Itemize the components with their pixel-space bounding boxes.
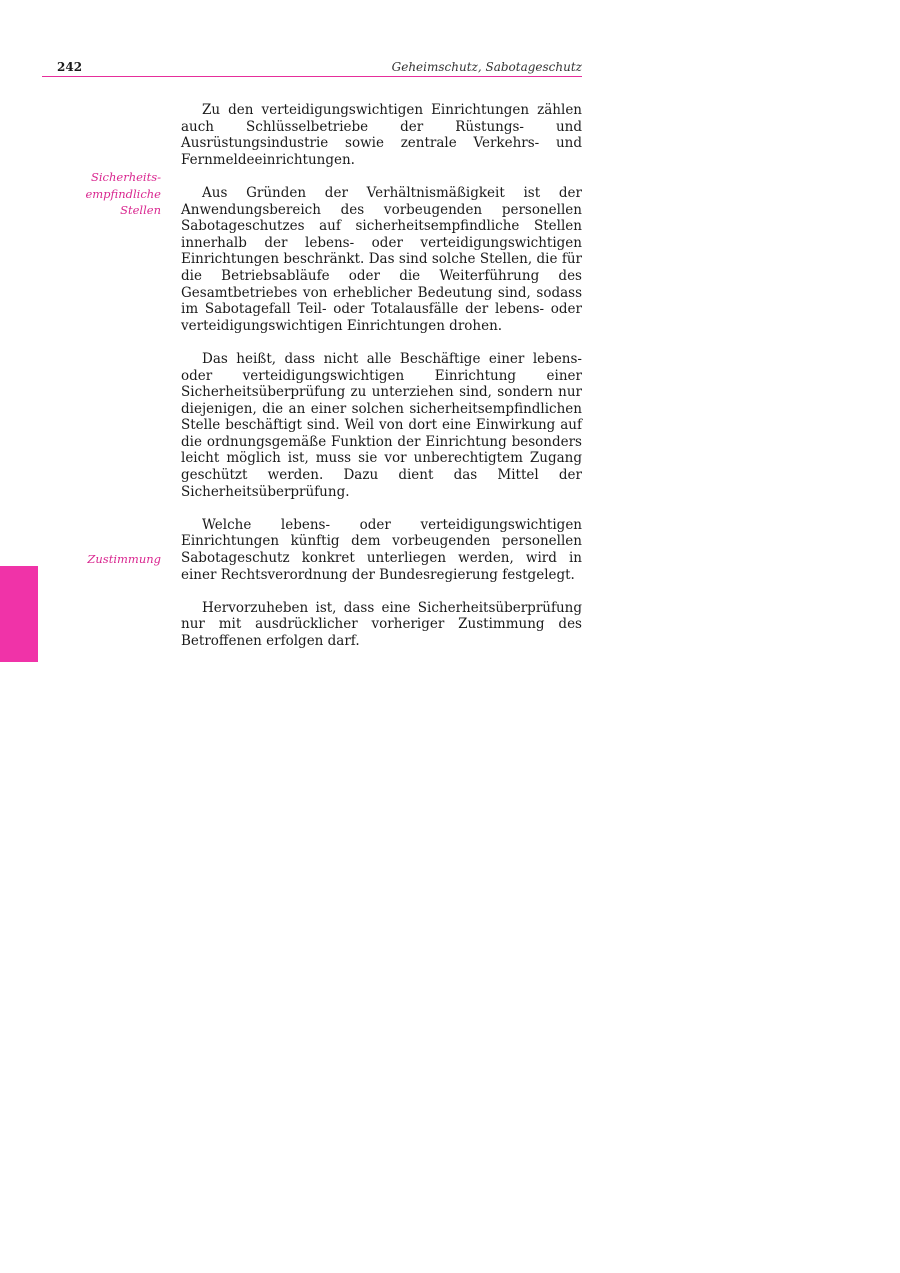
paragraph: Das heißt, dass nicht alle Beschäftige einer lebens- oder verteidigungswichtigen Einrichtung einer Sicherheitsüberprüfung zu unterziehen sind, sondern nur diejenigen, die an einer solchen sicherheitsempfindlichen Stelle beschäftigt sind. Weil von dort eine Einwirkung auf die ordnungsgemäße Funktion der Einrichtung besonders leicht möglich ist, muss sie vor unberechtigtem Zugang geschützt werden. Dazu dient das Mittel der Sicherheitsüberprüfung. — [181, 350, 582, 500]
main-text — [181, 102, 582, 666]
margin-note-line: Stellen — [120, 203, 161, 218]
chapter-thumb-tab — [0, 566, 38, 662]
paragraph: Welche lebens- oder verteidigungswichtigen Einrichtungen künftig dem vorbeugenden personellen Sabotageschutz konkret unterliegen werden, wird in einer Rechtsverordnung der Bundesregierung festgelegt. — [181, 516, 582, 583]
page-number: 242 — [57, 60, 83, 74]
paragraph: Hervorzuheben ist, dass eine Sicherheitsüberprüfung nur mit ausdrücklicher vorheriger Zustimmung des Betroffenen erfolgen darf. — [181, 599, 582, 649]
running-head: Geheimschutz, Sabotageschutz — [391, 60, 582, 74]
margin-note-sicherheitsempfindliche-stellen — [71, 169, 161, 219]
page-header — [42, 58, 582, 77]
margin-note-line: Sicherheits- — [90, 170, 161, 184]
paragraph: Zu den verteidigungswichtigen Einrichtungen zählen auch Schlüsselbetriebe der Rüstungs- und Ausrüstungsindustrie sowie zentrale Verkehrs- und Fernmeldeeinrichtungen. — [181, 102, 582, 168]
paragraph: Aus Gründen der Verhältnismäßigkeit ist der Anwendungsbereich des vorbeugenden personellen Sabotageschutzes auf sicherheitsempfindliche Stellen innerhalb der lebens- oder verteidigungswichtigen Einrichtungen beschränkt. Das sind solche Stellen, die für die Betriebsabläufe oder die Weiterführung des Gesamtbetriebes von erheblicher Bedeutung sind, sodass im Sabotagefall Teil- oder Totalausfälle der lebens- oder verteidigungswichtigen Einrichtungen drohen. — [181, 184, 582, 334]
margin-note-zustimmung: Zustimmung — [87, 552, 161, 566]
margin-note-line: empfindliche — [85, 186, 161, 201]
